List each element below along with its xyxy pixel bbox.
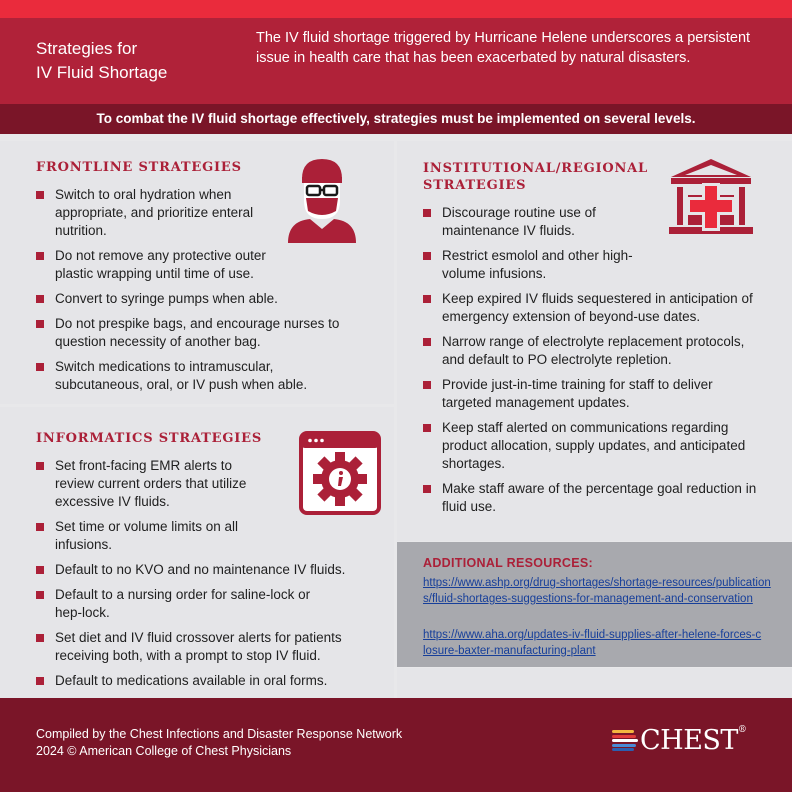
footer-credit-line2: 2024 © American College of Chest Physicians (36, 744, 292, 758)
list-item: Do not remove any protective outer plastic wrapping until time of use. (36, 247, 286, 283)
frontline-panel (0, 141, 394, 404)
page-title-line1: Strategies for (36, 39, 138, 58)
empty-panel (397, 668, 792, 698)
chest-logo-icon (612, 730, 638, 754)
resource-link-aha[interactable]: https://www.aha.org/updates-iv-fluid-supplies-after-helene-forces-closure-baxter-manufacturing-plant (423, 629, 762, 657)
institutional-heading (423, 160, 648, 194)
list-item: Switch to oral hydration when appropriate, and prioritize enteral nutrition. (36, 186, 258, 240)
list-item: Convert to syringe pumps when able. (36, 290, 336, 308)
list-item: Default to a nursing order for saline-lock or hep-lock. (36, 586, 326, 622)
list-item: Set front-facing EMR alerts to review current orders that utilize excessive IV fluids. (36, 457, 272, 511)
page-title-line2: IV Fluid Shortage (36, 63, 168, 82)
informatics-panel (0, 407, 394, 698)
resources-panel (397, 542, 792, 667)
list-item: Keep staff alerted on communications regarding product allocation, supply updates, and anticipated shortages. (423, 419, 763, 473)
list-item: Default to no KVO and no maintenance IV fluids. (36, 561, 366, 579)
subheader-banner: To combat the IV fluid shortage effectively, strategies must be implemented on several levels. (0, 104, 792, 134)
list-item: Set diet and IV fluid crossover alerts for patients receiving both, with a prompt to stop IV fluid. (36, 629, 366, 665)
institutional-heading-line2: STRATEGIES (423, 178, 527, 193)
list-item: Restrict esmolol and other high-volume infusions. (423, 247, 653, 283)
institutional-panel (397, 141, 792, 541)
list-item: Default to medications available in oral forms. (36, 672, 366, 690)
page-footer (0, 698, 792, 792)
list-item: Switch medications to intramuscular, subcutaneous, oral, or IV push when able. (36, 358, 346, 394)
list-item: Make staff aware of the percentage goal reduction in fluid use. (423, 480, 763, 516)
footer-credit (36, 726, 402, 760)
list-item: Discourage routine use of maintenance IV fluids. (423, 204, 653, 240)
informatics-list (36, 457, 366, 697)
institutional-heading-line1: INSTITUTIONAL/REGIONAL (423, 161, 648, 176)
informatics-heading: INFORMATICS STRATEGIES (36, 431, 263, 446)
list-item: Do not prespike bags, and encourage nurses to question necessity of another bag. (36, 315, 346, 351)
list-item: Set time or volume limits on all infusions. (36, 518, 272, 554)
intro-text: The IV fluid shortage triggered by Hurricane Helene underscores a persistent issue in health care that has been exacerbated by natural disasters. (256, 30, 751, 66)
footer-credit-line1: Compiled by the Chest Infections and Disaster Response Network (36, 727, 403, 741)
list-item: Provide just-in-time training for staff to deliver targeted management updates. (423, 376, 753, 412)
top-accent-strip (0, 0, 792, 18)
chest-logo-text (640, 725, 746, 756)
list-item: Narrow range of electrolyte replacement protocols, and default to PO electrolyte repletion. (423, 333, 763, 369)
chest-logo-word: CHEST (640, 725, 738, 756)
list-item: Keep expired IV fluids sequestered in anticipation of emergency extension of beyond-use dates. (423, 290, 763, 326)
frontline-heading: FRONTLINE STRATEGIES (36, 160, 242, 175)
resources-heading: ADDITIONAL RESOURCES: (423, 556, 593, 570)
frontline-list (36, 186, 340, 401)
registered-mark: ® (737, 725, 747, 735)
resource-link-ashp[interactable]: https://www.ashp.org/drug-shortages/shortage-resources/publications/fluid-shortages-suggestions-for-management-and-conservation (423, 577, 771, 605)
institutional-list (423, 204, 763, 523)
page-header (0, 18, 792, 104)
page-title (36, 37, 167, 85)
